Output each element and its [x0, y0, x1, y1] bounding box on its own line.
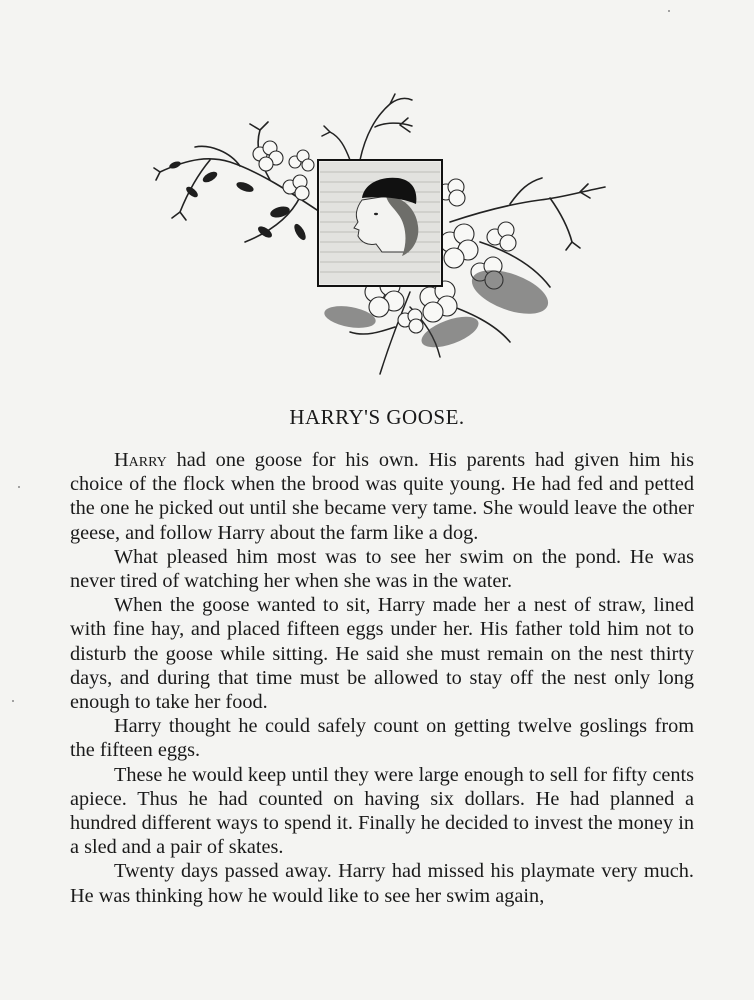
- paper-speck: [668, 10, 670, 12]
- story-title: HARRY'S GOOSE.: [289, 405, 465, 429]
- story-body: [70, 448, 694, 908]
- paragraph-5: These he would keep until they were large enough to sell for fifty cents apiece. Thus he had counted on having six dollars. He had planned a hundred different ways to spend it. Finally he decided to invest the money in a sled and a pair of skates.: [70, 763, 694, 859]
- paper-speck: [18, 486, 20, 488]
- portrait-frame: [318, 160, 442, 286]
- paragraph-1: [70, 448, 694, 545]
- paragraph-4: Harry thought he could safely count on getting twelve goslings from the fifteen eggs.: [70, 715, 694, 762]
- paragraph-1-text: had one goose for his own. His parents had given him his choice of the flock when the brood was quite young. He had fed and petted the one he picked out until she became very tame. She would leave the other geese, and follow Harry about the farm like a dog.: [70, 449, 694, 544]
- lead-word: Harry: [114, 449, 167, 471]
- paragraph-3: When the goose wanted to sit, Harry made her a nest of straw, lined with fine hay, and placed fifteen eggs under her. His father told him not to disturb the goose while sitting. He said she must remain on the nest thirty days, and during that time must be allowed to stay off the nest only long enough to take her food.: [70, 594, 694, 714]
- left-blossoms: [253, 141, 314, 200]
- left-leaves: [168, 160, 308, 242]
- top-branches: [322, 94, 412, 160]
- paragraph-2: What pleased him most was to see her swim on the pond. He was never tired of watching her when she was in the water.: [70, 545, 694, 593]
- portrait-vignette: [150, 92, 610, 377]
- paper-speck: [12, 700, 14, 702]
- paragraph-6: Twenty days passed away. Harry had missed his playmate very much. He was thinking how he would like to see her swim again,: [70, 860, 694, 907]
